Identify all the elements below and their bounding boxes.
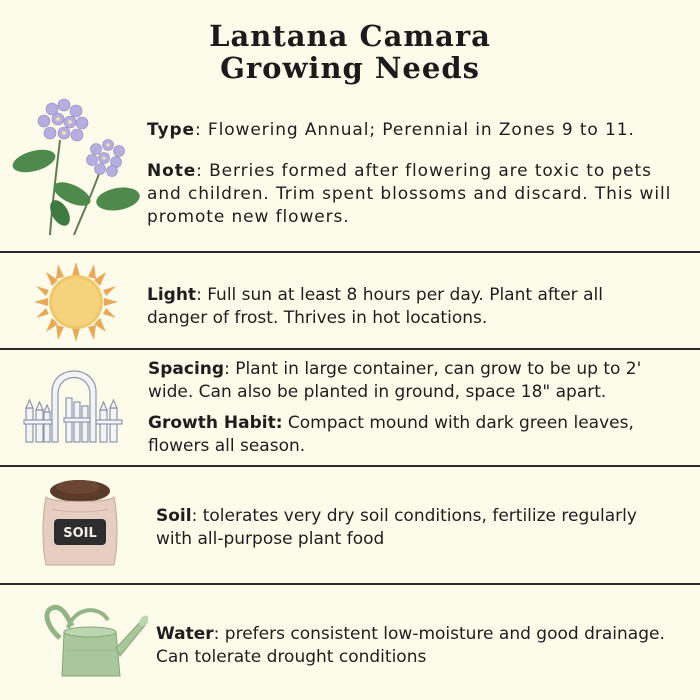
light-text: Full sun at least 8 hours per day. Plant after all danger of frost. Thrives in hot locations. [147, 285, 603, 328]
water-paragraph [156, 623, 676, 669]
type-label: Type [147, 120, 195, 140]
soil-bag-icon [38, 477, 122, 569]
type-text: Flowering Annual; Perennial in Zones 9 to 11. [201, 120, 635, 140]
growth-habit-paragraph [148, 412, 678, 458]
divider-3 [0, 465, 700, 467]
water-label: Water [156, 624, 214, 644]
spacing-paragraph [148, 358, 678, 404]
sun-icon [32, 262, 120, 342]
note-label: Note [147, 161, 197, 181]
spacing-text: Plant in large container, can grow to be up to 2' wide. Can also be planted in ground, space 18" apart. [148, 359, 642, 402]
soil-paragraph [156, 505, 676, 551]
soil-bag-label: SOIL [63, 526, 97, 541]
section-type-note [147, 119, 687, 229]
lantana-flower-icon [12, 95, 142, 240]
spacing-sep: : [224, 359, 230, 379]
section-spacing [148, 358, 678, 458]
spacing-label: Spacing [148, 359, 225, 379]
soil-text: tolerates very dry soil conditions, fertilize regularly with all-purpose plant food [156, 506, 637, 549]
note-sep: : [196, 161, 203, 181]
water-sep: : [213, 624, 220, 644]
type-paragraph [147, 119, 687, 142]
title-line-2: Growing Needs [220, 51, 480, 85]
light-paragraph [147, 284, 617, 330]
divider-2 [0, 348, 700, 350]
light-sep: : [196, 285, 202, 305]
growth-habit-text: Compact mound with dark green leaves, flowers all season. [148, 413, 634, 456]
note-text: Berries formed after flowering are toxic to pets and children. Trim spent blossoms and discard. This will promote new flowers. [147, 161, 672, 227]
growth-habit-label: Growth Habit: [148, 413, 283, 433]
soil-sep: : [191, 506, 198, 526]
garden-gate-icon [22, 368, 126, 444]
light-label: Light [147, 285, 197, 305]
note-paragraph [147, 160, 687, 229]
section-soil [156, 505, 676, 551]
title-line-1: Lantana Camara [209, 19, 491, 53]
divider-1 [0, 251, 700, 253]
section-light [147, 284, 617, 330]
section-water [156, 623, 676, 669]
divider-4 [0, 583, 700, 585]
soil-label: Soil [156, 506, 192, 526]
water-text: prefers consistent low-moisture and good drainage. Can tolerate drought conditions [156, 624, 665, 667]
type-sep: : [194, 120, 202, 140]
page-title [0, 20, 700, 84]
watering-can-icon [38, 598, 148, 683]
